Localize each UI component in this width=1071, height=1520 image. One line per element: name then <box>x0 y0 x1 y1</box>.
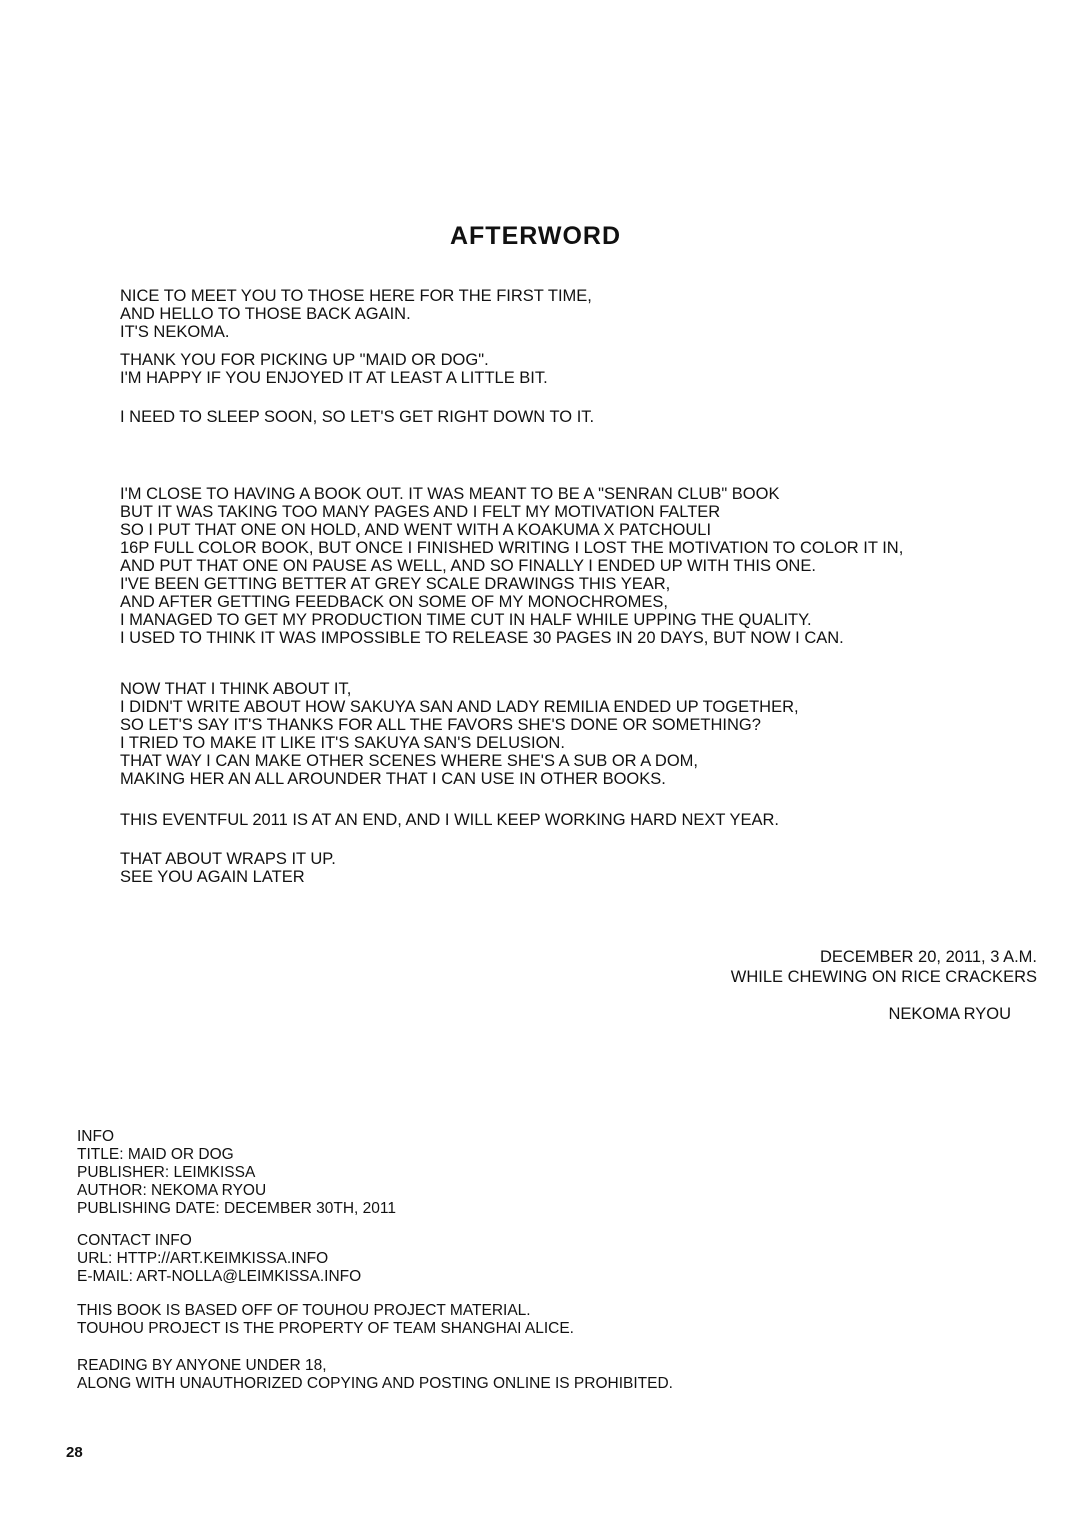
info-line: PUBLISHER: LEIMKISSA <box>77 1164 256 1181</box>
signature-context-line: WHILE CHEWING ON RICE CRACKERS <box>730 968 1037 986</box>
info-restrictions <box>77 1357 977 1393</box>
signature-date <box>731 947 1037 987</box>
info-line: URL: HTTP://ART.KEIMKISSA.INFO <box>77 1250 329 1267</box>
text-line: I'M HAPPY IF YOU ENJOYED IT AT LEAST A LITTLE BIT. <box>120 369 548 387</box>
text-line: I'M CLOSE TO HAVING A BOOK OUT. IT WAS MEANT TO BE A "SENRAN CLUB" BOOK <box>120 485 780 503</box>
info-line: ALONG WITH UNAUTHORIZED COPYING AND POSTING ONLINE IS PROHIBITED. <box>77 1375 673 1392</box>
signature-author: NEKOMA RYOU <box>888 1005 1011 1023</box>
info-contact <box>77 1232 977 1286</box>
info-line: PUBLISHING DATE: DECEMBER 30TH, 2011 <box>77 1200 396 1217</box>
paragraph-book-progress <box>120 485 1020 647</box>
paragraph-greeting <box>120 287 1020 341</box>
text-line: I DIDN'T WRITE ABOUT HOW SAKUYA SAN AND LADY REMILIA ENDED UP TOGETHER, <box>120 698 799 716</box>
paragraph-year-end <box>120 811 1020 829</box>
info-line: TITLE: MAID OR DOG <box>77 1146 234 1163</box>
info-line: TOUHOU PROJECT IS THE PROPERTY OF TEAM SHANGHAI ALICE. <box>77 1320 574 1337</box>
info-line: CONTACT INFO <box>77 1232 192 1249</box>
info-line: E-MAIL: ART-NOLLA@LEIMKISSA.INFO <box>77 1268 362 1285</box>
info-line: AUTHOR: NEKOMA RYOU <box>77 1182 267 1199</box>
text-line: THAT ABOUT WRAPS IT UP. <box>120 850 336 868</box>
text-line: BUT IT WAS TAKING TOO MANY PAGES AND I FELT MY MOTIVATION FALTER <box>120 503 721 521</box>
info-publication <box>77 1128 977 1218</box>
info-line: THIS BOOK IS BASED OFF OF TOUHOU PROJECT MATERIAL. <box>77 1302 531 1319</box>
text-line: NOW THAT I THINK ABOUT IT, <box>120 680 352 698</box>
info-line: READING BY ANYONE UNDER 18, <box>77 1357 327 1374</box>
paragraph-story-notes <box>120 680 1020 788</box>
paragraph-sleep <box>120 408 1020 426</box>
text-line: SO LET'S SAY IT'S THANKS FOR ALL THE FAVORS SHE'S DONE OR SOMETHING? <box>120 716 761 734</box>
text-line: AND PUT THAT ONE ON PAUSE AS WELL, AND SO FINALLY I ENDED UP WITH THIS ONE. <box>120 557 816 575</box>
signature-date-line: DECEMBER 20, 2011, 3 A.M. <box>819 948 1037 966</box>
text-line: AND HELLO TO THOSE BACK AGAIN. <box>120 305 411 323</box>
text-line: I'VE BEEN GETTING BETTER AT GREY SCALE DRAWINGS THIS YEAR, <box>120 575 671 593</box>
text-line: THIS EVENTFUL 2011 IS AT AN END, AND I WILL KEEP WORKING HARD NEXT YEAR. <box>120 811 779 829</box>
text-line: THAT WAY I CAN MAKE OTHER SCENES WHERE SHE'S A SUB OR A DOM, <box>120 752 699 770</box>
text-line: I TRIED TO MAKE IT LIKE IT'S SAKUYA SAN'S DELUSION. <box>120 734 565 752</box>
text-line: 16P FULL COLOR BOOK, BUT ONCE I FINISHED WRITING I LOST THE MOTIVATION TO COLOR IT IN, <box>120 539 904 557</box>
paragraph-thanks <box>120 351 1020 387</box>
text-line: I USED TO THINK IT WAS IMPOSSIBLE TO RELEASE 30 PAGES IN 20 DAYS, BUT NOW I CAN. <box>120 629 844 647</box>
text-line: I MANAGED TO GET MY PRODUCTION TIME CUT IN HALF WHILE UPPING THE QUALITY. <box>120 611 812 629</box>
text-line: SEE YOU AGAIN LATER <box>120 868 305 886</box>
text-line: MAKING HER AN ALL AROUNDER THAT I CAN USE IN OTHER BOOKS. <box>120 770 666 788</box>
text-line: I NEED TO SLEEP SOON, SO LET'S GET RIGHT DOWN TO IT. <box>120 408 595 426</box>
text-line: IT'S NEKOMA. <box>120 323 230 341</box>
page-title: AFTERWORD <box>449 222 622 250</box>
info-line: INFO <box>77 1128 115 1145</box>
text-line: NICE TO MEET YOU TO THOSE HERE FOR THE FIRST TIME, <box>120 287 592 305</box>
text-line: THANK YOU FOR PICKING UP "MAID OR DOG". <box>120 351 489 369</box>
info-source-material <box>77 1302 977 1338</box>
text-line: AND AFTER GETTING FEEDBACK ON SOME OF MY MONOCHROMES, <box>120 593 668 611</box>
paragraph-closing <box>120 850 1020 886</box>
text-line: SO I PUT THAT ONE ON HOLD, AND WENT WITH A KOAKUMA X PATCHOULI <box>120 521 712 539</box>
page-number: 28 <box>66 1444 83 1461</box>
